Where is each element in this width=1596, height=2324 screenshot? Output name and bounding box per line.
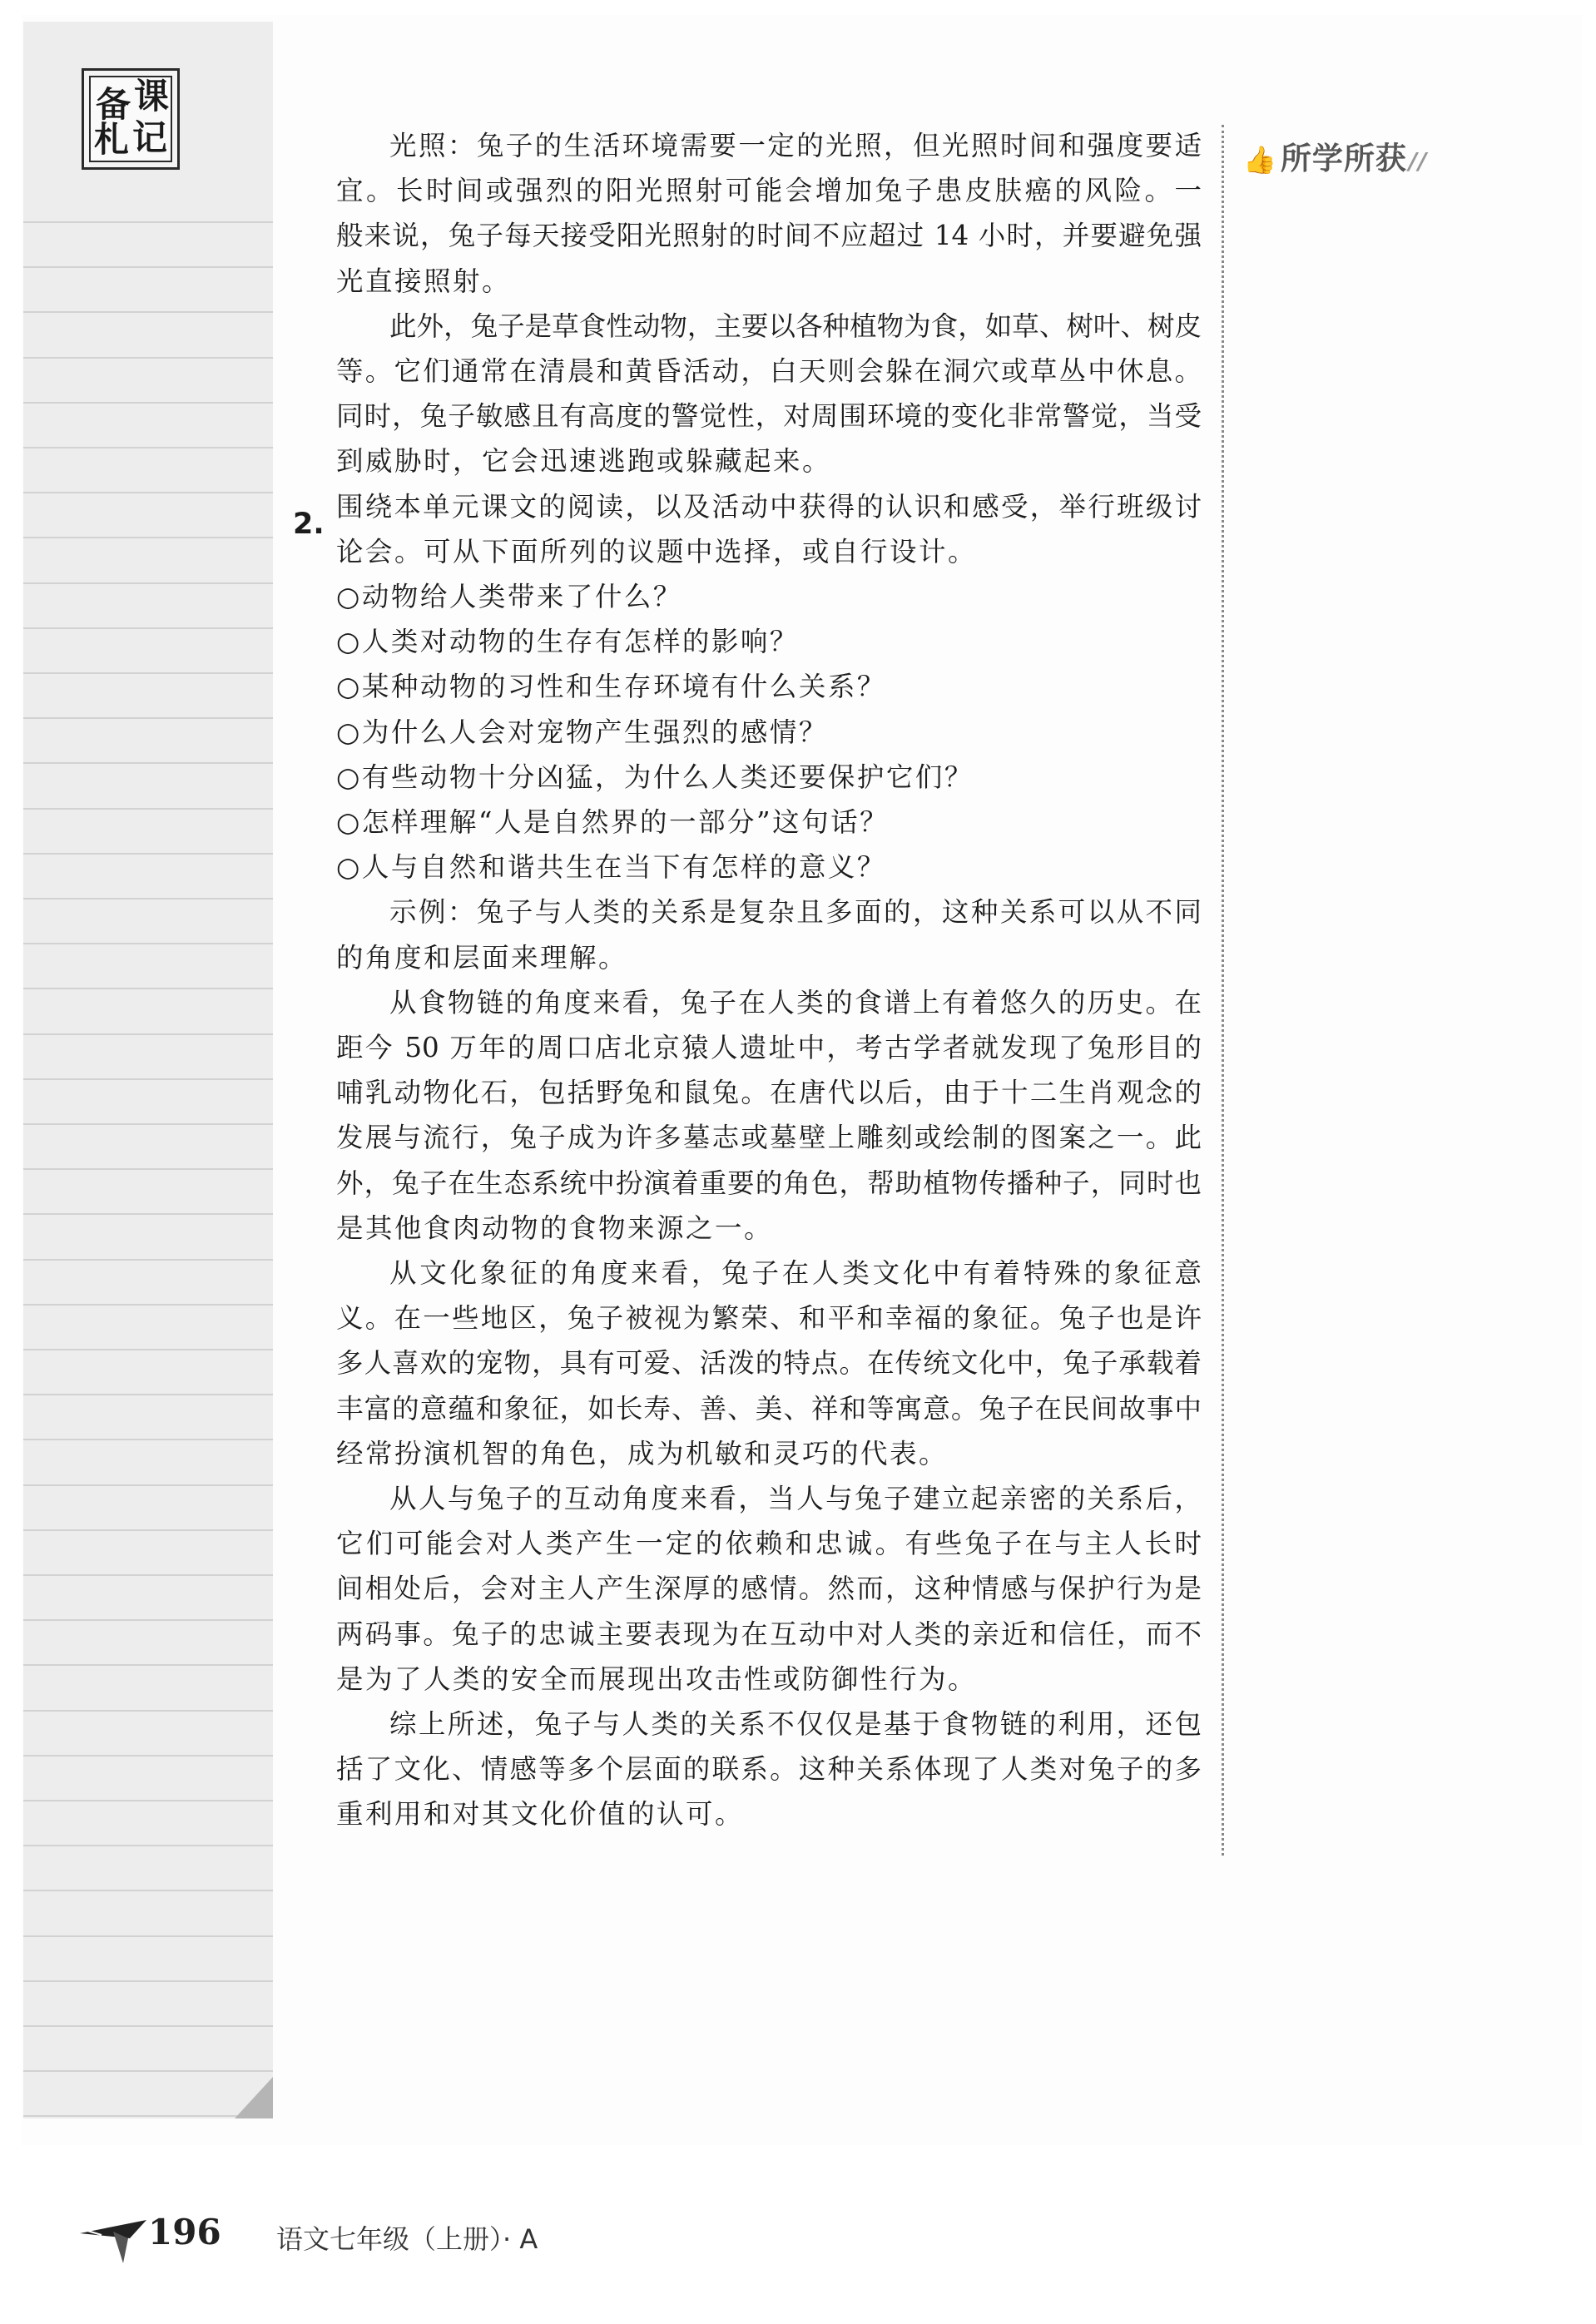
paragraph-line: 括了文化、情感等多个层面的联系。这种关系体现了人类对兔子的多 — [336, 1753, 1202, 1786]
topic-option: ○为什么人会对宠物产生强烈的感情？ — [336, 716, 828, 748]
note-line — [23, 988, 273, 989]
note-line — [23, 1168, 273, 1170]
paragraph-line: 重利用和对其文化价值的认可。 — [336, 1798, 745, 1831]
note-line — [23, 762, 273, 764]
paragraph-line: 光照：兔子的生活环境需要一定的光照，但光照时间和强度要适 — [389, 130, 1202, 161]
topic-option: ○有些动物十分凶猛，为什么人类还要保护它们？ — [336, 761, 974, 793]
note-line — [23, 1664, 273, 1666]
note-line — [23, 1484, 273, 1486]
note-line — [23, 627, 273, 629]
note-line — [23, 853, 273, 855]
note-line — [23, 1710, 273, 1712]
margin-note-title: 所学所获 — [1280, 141, 1407, 176]
note-line — [23, 1890, 273, 1891]
question-line: 论会。可从下面所列的议题中选择，或自行设计。 — [336, 535, 978, 567]
notes-strip — [23, 22, 273, 2118]
note-line — [23, 311, 273, 313]
question-line: 围绕本单元课文的阅读，以及活动中获得的认识和感受，举行班级讨 — [336, 490, 1202, 523]
book-title: 语文七年级（上册）· A — [276, 2223, 538, 2255]
paragraph-line: 从食物链的角度来看，兔子在人类的食谱上有着悠久的历史。在 — [389, 986, 1202, 1018]
page-corner-icon — [80, 2217, 146, 2263]
paragraph-line: 此外，兔子是草食性动物，主要以各种植物为食，如草、树叶、树皮 — [389, 310, 1202, 342]
paragraph-line: 宜。长时间或强烈的阳光照射可能会增加兔子患皮肤癌的风险。一 — [336, 175, 1202, 207]
paragraph-line: 般来说，兔子每天接受阳光照射的时间不应超过 14 小时，并要避免强 — [336, 220, 1202, 252]
badge-char: 札 — [94, 119, 130, 160]
margin-note-heading — [1243, 133, 1427, 178]
note-line — [23, 1078, 273, 1080]
note-line — [23, 1394, 273, 1395]
paragraph-line: 丰富的意蕴和象征，如长寿、善、美、祥和等寓意。兔子在民间故事中 — [336, 1392, 1202, 1425]
paragraph-line: 从文化象征的角度来看，兔子在人类文化中有着特殊的象征意 — [389, 1257, 1202, 1289]
note-line — [23, 1800, 273, 1801]
note-line — [23, 1304, 273, 1306]
paragraph-line: 距今 50 万年的周口店北京猿人遗址中，考古学者就发现了兔形目的 — [336, 1032, 1202, 1063]
note-line — [23, 1439, 273, 1440]
paragraph-line: 经常扮演机智的角色，成为机敏和灵巧的代表。 — [336, 1437, 949, 1469]
note-line — [23, 402, 273, 404]
note-line — [23, 808, 273, 810]
note-line — [23, 672, 273, 674]
note-line — [23, 1033, 273, 1035]
note-line — [23, 537, 273, 538]
paragraph-line: 综上所述，兔子与人类的关系不仅仅是基于食物链的利用，还包 — [389, 1708, 1202, 1740]
note-line — [23, 1259, 273, 1261]
badge-char: 课 — [134, 76, 170, 116]
paragraph-line: 发展与流行，兔子成为许多墓志或墓壁上雕刻或绘制的图案之一。此 — [336, 1122, 1202, 1154]
accent-marks-icon: // — [1408, 147, 1428, 175]
note-line — [23, 717, 273, 719]
note-line — [23, 1213, 273, 1215]
paragraph-line: 是为了人类的安全而展现出攻击性或防御性行为。 — [336, 1662, 978, 1695]
note-line — [23, 1980, 273, 1982]
note-line — [23, 1123, 273, 1125]
paragraph-line: 光直接照射。 — [336, 265, 512, 297]
badge-char: 备 — [96, 84, 131, 125]
column-divider — [1222, 125, 1224, 1856]
badge-char: 记 — [132, 117, 168, 158]
thumbs-up-icon: 👍 — [1243, 144, 1277, 176]
paragraph-line: 同时，兔子敏感且有高度的警觉性，对周围环境的变化非常警觉，当受 — [336, 400, 1202, 433]
paragraph-line: 示例：兔子与人类的关系是复杂且多面的，这种关系可以从不同 — [389, 896, 1202, 929]
note-line — [23, 943, 273, 944]
note-line — [23, 447, 273, 448]
note-line — [23, 1574, 273, 1576]
paragraph-line: 从人与兔子的互动角度来看，当人与兔子建立起亲密的关系后， — [389, 1483, 1202, 1514]
paragraph-line: 哺乳动物化石，包括野兔和鼠兔。在唐代以后，由于十二生肖观念的 — [336, 1077, 1202, 1109]
note-line — [23, 1529, 273, 1531]
paragraph-line: 的角度和层面来理解。 — [336, 941, 628, 974]
note-line — [23, 492, 273, 493]
paragraph-line: 到威胁时，它会迅速逃跑或躲藏起来。 — [336, 445, 832, 478]
paragraph-line: 多人喜欢的宠物，具有可爱、活泼的特点。在传统文化中，兔子承载着 — [336, 1347, 1202, 1380]
note-line — [23, 1349, 273, 1350]
lesson-notes-badge — [82, 68, 180, 170]
note-line — [23, 582, 273, 584]
page-number: 196 — [148, 2212, 221, 2252]
paragraph-line: 是其他食肉动物的食物来源之一。 — [336, 1212, 774, 1244]
page-fold-corner — [235, 2077, 273, 2118]
note-line — [23, 1619, 273, 1621]
note-line — [23, 1845, 273, 1846]
topic-option: ○动物给人类带来了什么？ — [336, 581, 682, 612]
topic-option: ○某种动物的习性和生存环境有什么关系？ — [336, 671, 886, 703]
paragraph-line: 两码事。兔子的忠诚主要表现为在互动中对人类的亲近和信任，而不 — [336, 1618, 1202, 1650]
note-line — [23, 1755, 273, 1757]
paragraph-line: 外，兔子在生态系统中扮演着重要的角色，帮助植物传播种子，同时也 — [336, 1167, 1202, 1199]
topic-option: ○人类对动物的生存有怎样的影响？ — [336, 626, 799, 658]
question-number: 2. — [293, 508, 325, 541]
note-line — [23, 2070, 273, 2072]
note-line — [23, 266, 273, 268]
paragraph-line: 间相处后，会对主人产生深厚的感情。然而，这种情感与保护行为是 — [336, 1573, 1202, 1605]
note-line — [23, 1935, 273, 1937]
note-line — [23, 221, 273, 223]
paragraph-line: 义。在一些地区，兔子被视为繁荣、和平和幸福的象征。兔子也是许 — [336, 1302, 1202, 1335]
topic-option: ○人与自然和谐共生在当下有怎样的意义？ — [336, 851, 886, 884]
topic-option: ○怎样理解“人是自然界的一部分”这句话？ — [336, 806, 890, 838]
paragraph-line: 等。它们通常在清晨和黄昏活动，白天则会躲在洞穴或草丛中休息。 — [336, 355, 1202, 387]
note-line — [23, 898, 273, 899]
note-line — [23, 2025, 273, 2027]
note-line — [23, 357, 273, 359]
paragraph-line: 它们可能会对人类产生一定的依赖和忠诚。有些兔子在与主人长时 — [336, 1528, 1202, 1560]
